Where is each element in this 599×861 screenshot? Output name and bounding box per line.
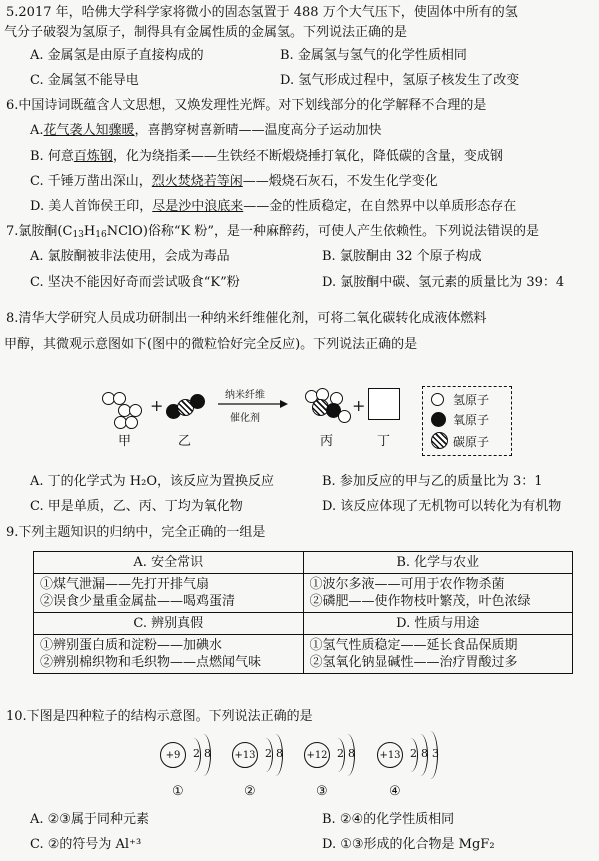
label-bing: 丙 [320, 434, 334, 449]
hydrogen-legend-icon [431, 393, 444, 406]
atom-legend [422, 386, 512, 456]
q6-option-b [30, 148, 503, 166]
q8-option-d: D. 该反应体现了无机物可以转化为有机物 [322, 499, 562, 514]
table-cell [34, 574, 304, 613]
q6-c-underlined: 烈火焚烧若等闲 [151, 174, 243, 189]
table-header-d: D. 性质与用途 [303, 613, 573, 635]
q6-stem: 6.中国诗词既蕴含人文思想，又焕发理性光辉。对下划线部分的化学解释不合理的是 [6, 98, 487, 113]
particle-label-1: ① [172, 784, 184, 799]
nucleus: +13 [377, 742, 403, 768]
legend-carbon-label: 碳原子 [453, 435, 490, 449]
cell-line: ②磷肥——使作物枝叶繁茂，叶色浓绿 [309, 594, 531, 609]
q6-c-prefix: C. 千锤万凿出深山， [30, 174, 152, 189]
q7-subscript-c: 13 [72, 230, 84, 240]
cell-line: ②辨别棉织物和毛织物——点燃闻气味 [40, 655, 262, 670]
q7-stem-h: H [83, 224, 96, 239]
electron-count: 8 [276, 747, 283, 760]
hydrogen-atom [125, 416, 138, 429]
q6-c-suffix: ——煅烧石灰石，不发生化学变化 [242, 174, 438, 189]
particle-diagram-3 [304, 734, 384, 778]
particle-diagram-1 [160, 734, 240, 778]
q7-option-b: B. 氯胺酮由 32 个原子构成 [322, 249, 482, 264]
table-header-a: A. 安全常识 [34, 552, 304, 574]
plus-sign: + [352, 396, 366, 415]
q5-option-b: B. 金属氢与氢气的化学性质相同 [280, 48, 467, 63]
q7-option-a: A. 氯胺酮被非法使用，会成为毒品 [30, 249, 230, 264]
electron-count: 8 [421, 747, 428, 760]
particle-diagram-2 [232, 734, 312, 778]
q5-stem-line1: 5.2017 年，哈佛大学科学家将微小的固态氢置于 488 万个大气压下，使固体中所有的氢 [6, 5, 518, 20]
q6-b-underlined: 百炼钢 [73, 149, 113, 164]
q6-d-suffix: ——金的性质稳定，在自然界中以单质形态存在 [243, 199, 517, 214]
q10-option-b: B. ②④的化学性质相同 [322, 812, 455, 827]
electron-count: 2 [410, 747, 417, 760]
cell-line: ①辨别蛋白质和淀粉——加碘水 [40, 638, 223, 653]
q7-stem [6, 223, 539, 244]
q9-knowledge-table [33, 551, 573, 674]
nucleus: +12 [304, 742, 330, 768]
q7-option-d: D. 氯胺酮中碳、氢元素的质量比为 39：4 [322, 275, 565, 290]
particle-label-3: ③ [316, 784, 328, 799]
table-row [34, 613, 573, 635]
electron-count: 3 [432, 747, 439, 760]
table-row [34, 552, 573, 574]
particle-label-2: ② [244, 784, 256, 799]
q6-d-underlined: 尽是沙中浪底来 [152, 199, 244, 214]
q5-option-a: A. 金属氢是由原子直接构成的 [30, 48, 204, 63]
legend-hydrogen-label: 氢原子 [453, 393, 490, 407]
q6-a-prefix: A. [30, 123, 44, 138]
catalyst-label-top: 纳米纤维 [225, 390, 265, 401]
table-header-c: C. 辨别真假 [34, 613, 304, 635]
q6-option-a [30, 122, 382, 140]
q6-a-underlined: 花气袭人知骤暖 [43, 123, 135, 138]
q7-subscript-h: 16 [95, 230, 107, 240]
q8-reaction-diagram [100, 386, 590, 456]
q6-b-prefix: B. 何意 [30, 149, 74, 164]
table-row [34, 635, 573, 674]
q6-option-d [30, 198, 516, 216]
table-row [34, 574, 573, 613]
q8-option-a: A. 丁的化学式为 H₂O，该反应为置换反应 [30, 474, 274, 489]
table-cell [303, 574, 573, 613]
catalyst-label-bottom: 催化剂 [230, 413, 260, 424]
q7-stem-suffix: NClO)俗称“K 粉”，是一种麻醉药，可使人产生依赖性。下列说法错误的是 [106, 224, 540, 239]
cell-line: ②氢氧化钠显碱性——治疗胃酸过多 [309, 655, 518, 670]
cell-line: ①波尔多液——可用于农作物杀菌 [309, 577, 505, 592]
q10-stem: 10.下图是四种粒子的结构示意图。下列说法正确的是 [6, 709, 313, 724]
q5-stem-line2: 气分子破裂为氢原子，制得具有金属性质的金属氢。下列说法正确的是 [4, 25, 408, 40]
cell-line: ①煤气泄漏——先打开排气扇 [40, 577, 210, 592]
molecule-ding-box [368, 388, 400, 420]
nucleus: +13 [232, 742, 258, 768]
q6-d-prefix: D. 美人首饰侯王印， [30, 199, 153, 214]
cell-line: ②误食少量重金属盐——喝鸡蛋清 [40, 594, 236, 609]
q8-stem-line1: 8.清华大学研究人员成功研制出一种纳米纤维催化剂，可将二氧化碳转化成液体燃料 [6, 311, 487, 326]
q8-stem-line2: 甲醇，其微观示意图如下(图中的微粒恰好完全反应)。下列说法正确的是 [4, 337, 418, 352]
table-cell [34, 635, 304, 674]
q8-option-c: C. 甲是单质，乙、丙、丁均为氧化物 [30, 499, 243, 514]
electron-count: 2 [337, 747, 344, 760]
q6-a-suffix: ，喜鹊穿树喜新晴——温度高分子运动加快 [134, 123, 382, 138]
label-ding: 丁 [377, 434, 391, 449]
particle-diagram-4 [377, 734, 467, 778]
oxygen-atom [190, 394, 205, 409]
table-cell [303, 635, 573, 674]
q6-b-suffix: ，化为绕指柔——生铁经不断煅烧捶打氧化，降低碳的含量，变成钢 [112, 149, 503, 164]
table-header-b: B. 化学与农业 [303, 552, 573, 574]
oxygen-legend-icon [431, 412, 446, 427]
q7-stem-prefix: 7.氯胺酮(C [6, 224, 73, 239]
legend-oxygen-label: 氧原子 [453, 413, 490, 427]
q10-option-d: D. ①③形成的化合物是 MgF₂ [322, 837, 495, 852]
hydrogen-atom [338, 410, 351, 423]
q5-option-c: C. 金属氢不能导电 [30, 73, 139, 88]
q7-option-c: C. 坚决不能因好奇而尝试吸食“K”粉 [30, 275, 240, 290]
q6-option-c [30, 173, 438, 191]
carbon-legend-icon [431, 432, 448, 449]
nucleus: +9 [160, 742, 186, 768]
electron-count: 2 [193, 747, 200, 760]
electron-count: 8 [204, 747, 211, 760]
cell-line: ①氢气性质稳定——延长食品保质期 [309, 638, 518, 653]
particle-label-4: ④ [389, 784, 401, 799]
arrow-icon [218, 399, 288, 409]
label-jia: 甲 [118, 434, 132, 449]
q10-option-c: C. ②的符号为 Al⁺³ [30, 837, 142, 852]
plus-sign: + [150, 396, 164, 415]
q5-option-d: D. 氢气形成过程中，氢原子核发生了改变 [280, 73, 520, 88]
electron-count: 8 [348, 747, 355, 760]
q9-stem: 9.下列主题知识的归纳中，完全正确的一组是 [6, 525, 266, 540]
q8-option-b: B. 参加反应的甲与乙的质量比为 3：1 [322, 474, 543, 489]
electron-count: 2 [265, 747, 272, 760]
label-yi: 乙 [178, 434, 192, 449]
q10-option-a: A. ②③属于同种元素 [30, 812, 149, 827]
